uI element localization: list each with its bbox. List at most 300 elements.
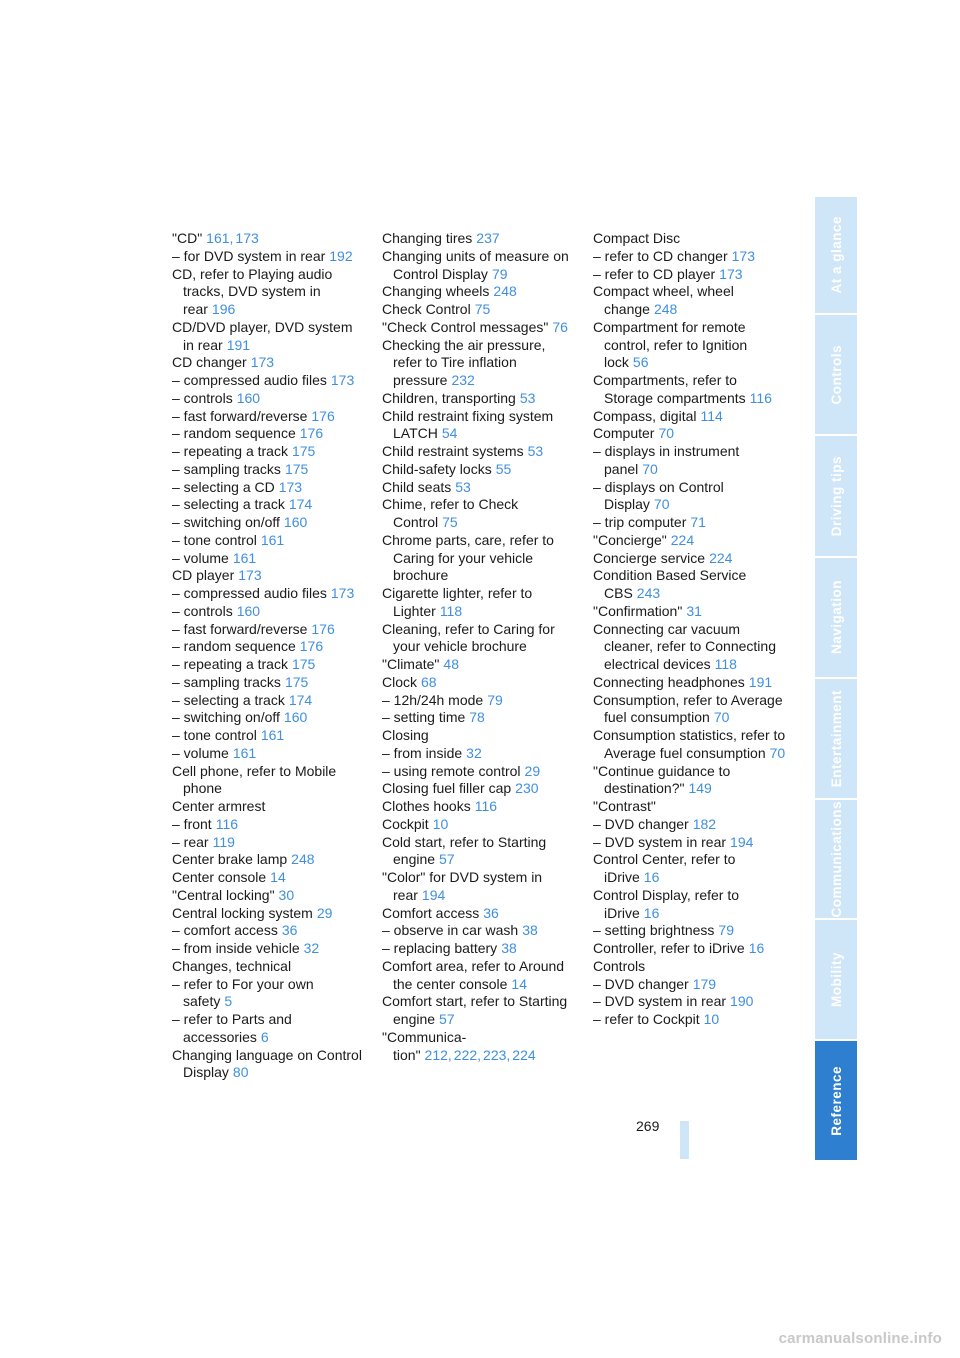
index-entry <box>172 887 362 905</box>
index-term: – displays in instrument panel <box>593 443 740 477</box>
sidebar-tab-entertainment[interactable] <box>815 679 857 798</box>
index-term: Child restraint systems <box>382 443 524 459</box>
index-entry <box>382 905 574 923</box>
page-reference-link[interactable]: 54 <box>441 425 458 442</box>
index-entry <box>172 798 362 816</box>
index-entry <box>172 869 362 887</box>
page-reference-link[interactable]: 191 <box>748 673 773 690</box>
sidebar-tab-label: Driving tips <box>828 455 844 537</box>
page-reference-link[interactable]: 173 <box>719 265 743 282</box>
index-term: Clothes hooks <box>382 798 471 814</box>
index-entry <box>382 283 574 301</box>
index-term: Concierge service <box>593 549 706 566</box>
index-entry <box>172 638 362 656</box>
index-entry <box>382 532 574 585</box>
page-reference-link[interactable]: 160 <box>236 602 261 619</box>
page-reference-link[interactable]: 70 <box>658 425 675 442</box>
sidebar-tab-label: Communications <box>828 800 844 918</box>
page-reference-link[interactable]: 175 <box>284 460 309 477</box>
page-reference-link[interactable]: 224 <box>512 1046 536 1063</box>
index-entry <box>382 319 574 337</box>
index-term: "Communica- tion" <box>382 1028 467 1063</box>
index-term: – refer to Parts and accessories <box>172 1011 292 1045</box>
page-reference-link[interactable]: 14 <box>270 869 286 885</box>
index-term: Controls <box>593 957 646 974</box>
page-reference-link[interactable]: 160 <box>283 514 308 530</box>
index-term: Consumption, refer to Average fuel consumption <box>593 691 783 726</box>
index-entry <box>593 408 789 426</box>
index-entry <box>593 479 789 515</box>
page-reference-link[interactable]: 75 <box>442 514 458 530</box>
page-reference-link[interactable]: 116 <box>474 798 498 814</box>
index-term: – 12h/24h mode <box>382 691 484 708</box>
sidebar-tab-communications[interactable] <box>815 800 857 918</box>
page-reference-link[interactable]: 70 <box>642 460 658 477</box>
page-reference-link[interactable]: 53 <box>519 389 536 406</box>
page-reference-link[interactable]: 6 <box>260 1028 269 1045</box>
page-reference-link[interactable]: 55 <box>495 460 512 477</box>
index-entry <box>172 425 362 443</box>
index-entry <box>382 692 574 710</box>
index-term: – switching on/off <box>172 514 280 530</box>
index-term: Changes, technical <box>172 957 292 974</box>
sidebar-tab-controls[interactable] <box>815 315 857 434</box>
index-entry <box>172 709 362 727</box>
index-term: – replacing battery <box>382 940 498 956</box>
page-reference-link[interactable]: 179 <box>692 975 717 992</box>
index-term: Computer <box>593 425 655 442</box>
page-reference-link[interactable]: 194 <box>421 886 446 903</box>
page-reference-link[interactable]: 118 <box>439 602 463 619</box>
sidebar-tab-at-a-glance[interactable] <box>815 197 857 313</box>
index-entry <box>382 869 574 905</box>
index-term: Condition Based Service CBS <box>593 567 747 601</box>
index-term: Child-safety locks <box>382 460 492 477</box>
index-entry <box>382 443 574 461</box>
page-reference-link[interactable]: 176 <box>311 407 335 424</box>
index-entry <box>382 816 574 834</box>
page-reference-link[interactable]: 212 <box>424 1046 448 1063</box>
index-entry <box>382 958 574 994</box>
page-reference-link[interactable]: 16 <box>643 904 660 921</box>
page-reference-link[interactable]: 174 <box>288 691 313 708</box>
index-entry <box>593 727 789 763</box>
index-term: Compartment for remote control, refer to Ignition lock <box>593 318 748 371</box>
index-term: Center console <box>172 869 267 885</box>
index-entry <box>382 496 574 532</box>
index-entry <box>172 479 362 497</box>
page-reference-link[interactable]: 196 <box>211 301 236 317</box>
index-term: – comfort access <box>172 922 278 939</box>
index-entry <box>172 248 362 266</box>
page-reference-link[interactable]: 173 <box>330 372 355 388</box>
index-entry <box>382 780 574 798</box>
index-entry <box>382 674 574 692</box>
index-term: Closing <box>382 727 429 743</box>
page-number-bar <box>680 1121 689 1159</box>
page-reference-link[interactable]: 53 <box>455 478 471 495</box>
index-entry <box>172 585 362 603</box>
index-term: – controls <box>172 389 233 406</box>
index-entry <box>382 248 574 284</box>
index-term: – sampling tracks <box>172 673 281 690</box>
index-entry <box>172 656 362 674</box>
page-reference-link[interactable]: 248 <box>493 283 517 300</box>
page-reference-link[interactable]: 79 <box>718 922 734 939</box>
index-term: "Confirmation" <box>593 602 683 619</box>
page-reference-link[interactable]: 173 <box>731 247 755 264</box>
page-number: 269 <box>636 1118 660 1134</box>
index-entry <box>593 550 789 568</box>
index-term: – refer to CD player <box>593 265 716 282</box>
index-entry <box>382 834 574 870</box>
page-reference-link[interactable]: 173 <box>250 354 275 371</box>
page-reference-link[interactable]: 70 <box>653 496 670 513</box>
index-term: – tone control <box>172 531 257 548</box>
index-term: Control Display, refer to iDrive <box>593 886 740 921</box>
page-reference-link[interactable]: 70 <box>713 709 730 726</box>
index-term: Changing units of measure on Control Display <box>382 247 569 282</box>
index-term: CD, refer to Playing audio tracks, DVD system in rear <box>172 265 333 317</box>
page-reference-link[interactable]: 75 <box>474 301 491 317</box>
page-reference-link[interactable]: 232 <box>451 372 475 388</box>
page-reference-link[interactable]: 16 <box>748 940 765 956</box>
index-entry <box>593 230 789 248</box>
page-reference-link[interactable]: 222 <box>453 1046 478 1063</box>
page-reference-link[interactable]: 173 <box>235 230 259 246</box>
page-reference-link[interactable]: 161 <box>232 549 257 566</box>
index-term: Closing fuel filler cap <box>382 780 512 797</box>
index-term: Connecting car vacuum cleaner, refer to Connecting electrical devices <box>593 620 776 672</box>
index-entry <box>593 674 789 692</box>
index-term: "Color" for DVD system in rear <box>382 869 543 903</box>
index-term: – using remote control <box>382 762 521 779</box>
index-term: – selecting a CD <box>172 478 275 495</box>
section-sidebar <box>815 197 857 1160</box>
page-reference-link[interactable]: 248 <box>291 851 315 868</box>
index-entry <box>593 567 789 603</box>
index-term: – refer to For your own safety <box>172 975 314 1010</box>
sidebar-tab-mobility[interactable] <box>815 920 857 1039</box>
index-entry <box>172 372 362 390</box>
page-reference-link[interactable]: 191 <box>226 336 251 353</box>
page-reference-link[interactable]: 70 <box>769 744 786 761</box>
index-entry <box>593 1011 789 1029</box>
page-reference-link[interactable]: 38 <box>501 940 517 956</box>
index-entry <box>382 940 574 958</box>
page-reference-link[interactable]: 243 <box>636 585 661 601</box>
index-entry <box>172 1047 362 1083</box>
index-entry <box>172 745 362 763</box>
index-term: – tone control <box>172 727 257 743</box>
page-reference-link[interactable]: 194 <box>730 833 754 850</box>
index-term: Compact wheel, wheel change <box>593 283 734 317</box>
index-column-3 <box>593 230 789 1029</box>
index-entry <box>172 319 362 355</box>
index-column-2 <box>382 230 574 1064</box>
page-reference-link[interactable]: 248 <box>653 301 678 317</box>
index-term: Cold start, refer to Starting engine <box>382 833 547 868</box>
index-term: Chime, refer to Check Control <box>382 496 519 530</box>
index-entry <box>172 851 362 869</box>
index-entry: "Communica- tion" 212, 222, 223, 224 <box>382 1028 536 1063</box>
page-reference-link[interactable]: 32 <box>303 940 320 956</box>
index-entry <box>593 425 789 443</box>
index-entry <box>593 922 789 940</box>
page-reference-link[interactable]: 237 <box>476 230 500 246</box>
page-reference-link[interactable]: 175 <box>291 656 316 672</box>
page-reference-link[interactable]: 116 <box>749 389 772 406</box>
index-term: – controls <box>172 602 233 619</box>
index-entry <box>593 319 789 372</box>
index-entry <box>593 763 789 799</box>
index-entry <box>172 603 362 621</box>
index-term: Center armrest <box>172 798 266 814</box>
index-entry <box>593 958 789 976</box>
page-reference-link[interactable]: 80 <box>232 1064 249 1081</box>
index-term: Clock <box>382 673 418 690</box>
page-reference-link[interactable]: 10 <box>432 815 449 832</box>
index-entry <box>172 1011 362 1047</box>
index-entry <box>593 266 789 284</box>
index-term: – front <box>172 815 212 832</box>
page-reference-link[interactable]: 56 <box>632 354 649 371</box>
page-reference-link[interactable]: 175 <box>291 443 316 459</box>
index-entry <box>593 940 789 958</box>
index-entry <box>382 727 574 745</box>
index-term: – selecting a track <box>172 496 285 513</box>
index-entry <box>172 905 362 923</box>
index-term: – setting brightness <box>593 922 715 939</box>
page-reference-link[interactable]: 161 <box>206 230 230 246</box>
page-reference-link[interactable]: 192 <box>329 247 353 264</box>
page-reference-link[interactable]: 79 <box>491 265 508 282</box>
index-term: "Climate" <box>382 656 440 672</box>
index-term: Child restraint fixing system LATCH <box>382 407 554 442</box>
index-term: CD player <box>172 567 235 584</box>
page-reference-link[interactable]: 190 <box>730 993 754 1010</box>
index-term: "Continue guidance to destination?" <box>593 762 731 797</box>
index-term: Consumption statistics, refer to Average fuel consumption <box>593 727 786 761</box>
page-reference-link[interactable]: 29 <box>316 904 333 921</box>
page-reference-link[interactable]: 71 <box>690 514 706 530</box>
page-reference-link[interactable]: 31 <box>686 602 702 619</box>
page-reference-link[interactable]: 182 <box>692 815 717 832</box>
sidebar-tab-label: At a glance <box>828 216 844 294</box>
index-entry <box>172 674 362 692</box>
index-entry <box>172 940 362 958</box>
index-entry <box>593 514 789 532</box>
index-entry <box>382 798 574 816</box>
index-entry <box>172 514 362 532</box>
page-reference-link[interactable]: 161 <box>260 727 285 743</box>
index-term: – from inside vehicle <box>172 940 300 956</box>
index-entry <box>172 390 362 408</box>
index-term: CD/DVD player, DVD system in rear <box>172 318 353 353</box>
page-reference-link[interactable]: 57 <box>439 1011 455 1027</box>
index-term: – trip computer <box>593 514 687 530</box>
index-entry <box>172 567 362 585</box>
index-entry <box>593 443 789 479</box>
page-reference-link[interactable]: 224 <box>709 549 733 566</box>
page-reference-link[interactable]: 173 <box>330 585 355 601</box>
index-entry <box>593 816 789 834</box>
index-term: Controller, refer to iDrive <box>593 940 745 956</box>
page-reference-link[interactable]: 224 <box>670 531 695 548</box>
page-reference-link[interactable]: 176 <box>299 425 324 442</box>
index-entry <box>382 763 574 781</box>
index-term: – observe in car wash <box>382 922 519 939</box>
index-entry <box>172 727 362 745</box>
sidebar-tab-navigation[interactable] <box>815 558 857 677</box>
index-term: – volume <box>172 744 229 761</box>
page-reference-link[interactable]: 79 <box>487 691 503 708</box>
index-column-1 <box>172 230 362 1082</box>
index-term: – rear <box>172 833 209 850</box>
page-reference-link[interactable]: 174 <box>288 496 313 513</box>
index-entry <box>382 585 574 621</box>
index-entry <box>382 337 574 390</box>
index-entry <box>172 816 362 834</box>
index-entry <box>172 922 362 940</box>
index-term: "Concierge" <box>593 531 667 548</box>
index-entry <box>593 532 789 550</box>
index-entry <box>382 479 574 497</box>
page-reference-link[interactable]: 36 <box>281 922 298 939</box>
index-term: – repeating a track <box>172 443 288 459</box>
index-entry: "CD" 161, 173 <box>172 230 259 246</box>
index-entry <box>382 461 574 479</box>
index-term: – sampling tracks <box>172 460 281 477</box>
page-reference-link[interactable]: 48 <box>443 656 459 672</box>
index-term: – DVD system in rear <box>593 833 727 850</box>
index-entry <box>593 692 789 728</box>
page-reference-link[interactable]: 173 <box>278 478 303 495</box>
index-entry <box>382 230 574 248</box>
page-reference-link[interactable]: 16 <box>643 869 660 885</box>
index-term: Check Control <box>382 301 471 317</box>
index-entry <box>172 461 362 479</box>
page-reference-link[interactable]: 53 <box>527 443 544 459</box>
index-entry <box>382 993 574 1029</box>
index-term: Control Center, refer to iDrive <box>593 851 736 885</box>
index-entry <box>382 709 574 727</box>
index-term: Changing tires <box>382 230 473 246</box>
page-reference-link[interactable]: 29 <box>524 762 541 779</box>
page-reference-link[interactable]: 30 <box>278 886 295 903</box>
index-entry <box>382 745 574 763</box>
page-reference-link[interactable]: 161 <box>232 744 257 761</box>
index-term: Comfort start, refer to Starting engine <box>382 993 568 1027</box>
sidebar-tab-reference[interactable] <box>815 1041 857 1160</box>
index-term: Comfort area, refer to Around the center console <box>382 957 565 992</box>
page-reference-link[interactable]: 161 <box>260 531 285 548</box>
index-entry <box>172 443 362 461</box>
page-reference-link[interactable]: 176 <box>299 638 324 655</box>
index-term: Compact Disc <box>593 230 681 246</box>
index-term: CD changer <box>172 354 247 371</box>
index-term: Changing language on Control Display <box>172 1046 362 1081</box>
page-reference-link[interactable]: 14 <box>511 975 527 992</box>
index-term: Cleaning, refer to Caring for your vehicle brochure <box>382 620 555 655</box>
index-term: – DVD changer <box>593 815 689 832</box>
page-reference-link[interactable]: 116 <box>215 815 239 832</box>
index-entry <box>593 834 789 852</box>
sidebar-tab-label: Controls <box>828 344 844 405</box>
index-term: Children, transporting <box>382 389 516 406</box>
index-entry <box>593 887 789 923</box>
index-term: – from inside <box>382 744 463 761</box>
page-reference-link[interactable]: 36 <box>483 904 499 921</box>
page-reference-link[interactable]: 78 <box>469 709 485 726</box>
index-term: Changing wheels <box>382 283 490 300</box>
page-reference-link[interactable]: 68 <box>421 673 437 690</box>
index-entry <box>172 496 362 514</box>
page-reference-link[interactable]: 10 <box>703 1011 720 1027</box>
page-reference-link[interactable]: 32 <box>466 744 482 761</box>
sidebar-tab-label: Navigation <box>828 580 844 655</box>
index-term: – refer to Cockpit <box>593 1011 700 1027</box>
index-term: – displays on Control Display <box>593 478 724 513</box>
index-entry <box>593 621 789 674</box>
index-term: – switching on/off <box>172 709 280 726</box>
watermark: carmanualsonline.info <box>778 1330 942 1347</box>
page-reference-link[interactable]: 114 <box>700 407 723 424</box>
page-reference-link[interactable]: 173 <box>238 567 262 584</box>
index-entry <box>593 283 789 319</box>
page-reference-link[interactable]: 119 <box>212 833 235 850</box>
index-entry <box>593 976 789 994</box>
page-reference-link[interactable]: 175 <box>284 673 309 690</box>
sidebar-tab-label: Mobility <box>828 952 844 1007</box>
index-term: "Check Control messages" <box>382 318 549 335</box>
index-term: Center brake lamp <box>172 851 288 868</box>
page-reference-link[interactable]: 118 <box>714 656 737 672</box>
index-term: – random sequence <box>172 425 296 442</box>
index-entry <box>172 550 362 568</box>
index-term: – fast forward/reverse <box>172 620 308 637</box>
index-term: "CD" <box>172 230 203 246</box>
index-term: – setting time <box>382 709 466 726</box>
sidebar-tab-label: Entertainment <box>828 689 844 788</box>
page-reference-link[interactable]: 160 <box>283 709 308 726</box>
page-reference-link[interactable]: 5 <box>224 993 233 1010</box>
index-term: – selecting a track <box>172 691 285 708</box>
index-term: Cigarette lighter, refer to Lighter <box>382 585 533 619</box>
index-term: Checking the air pressure, refer to Tire inflation pressure <box>382 336 546 388</box>
index-term: – random sequence <box>172 638 296 655</box>
page-reference-link[interactable]: 76 <box>552 318 568 335</box>
index-entry <box>172 692 362 710</box>
index-entry <box>382 621 574 657</box>
page-reference-link[interactable]: 223 <box>483 1046 507 1063</box>
page-reference-link[interactable]: 160 <box>236 389 261 406</box>
index-entry <box>382 390 574 408</box>
index-entry <box>172 621 362 639</box>
sidebar-tab-driving-tips[interactable] <box>815 436 857 556</box>
page-reference-link[interactable]: 38 <box>522 922 538 939</box>
index-term: "Contrast" <box>593 798 656 814</box>
page-reference-link[interactable]: 176 <box>311 620 335 637</box>
index-entry <box>382 408 574 444</box>
index-entry <box>593 798 789 816</box>
page-reference-link[interactable]: 230 <box>515 780 539 797</box>
page-reference-link[interactable]: 57 <box>439 851 455 868</box>
page-reference-link[interactable]: 149 <box>688 780 712 797</box>
index-entry <box>382 301 574 319</box>
index-term: – repeating a track <box>172 656 288 672</box>
index-term: Chrome parts, care, refer to Caring for your vehicle brochure <box>382 531 554 584</box>
